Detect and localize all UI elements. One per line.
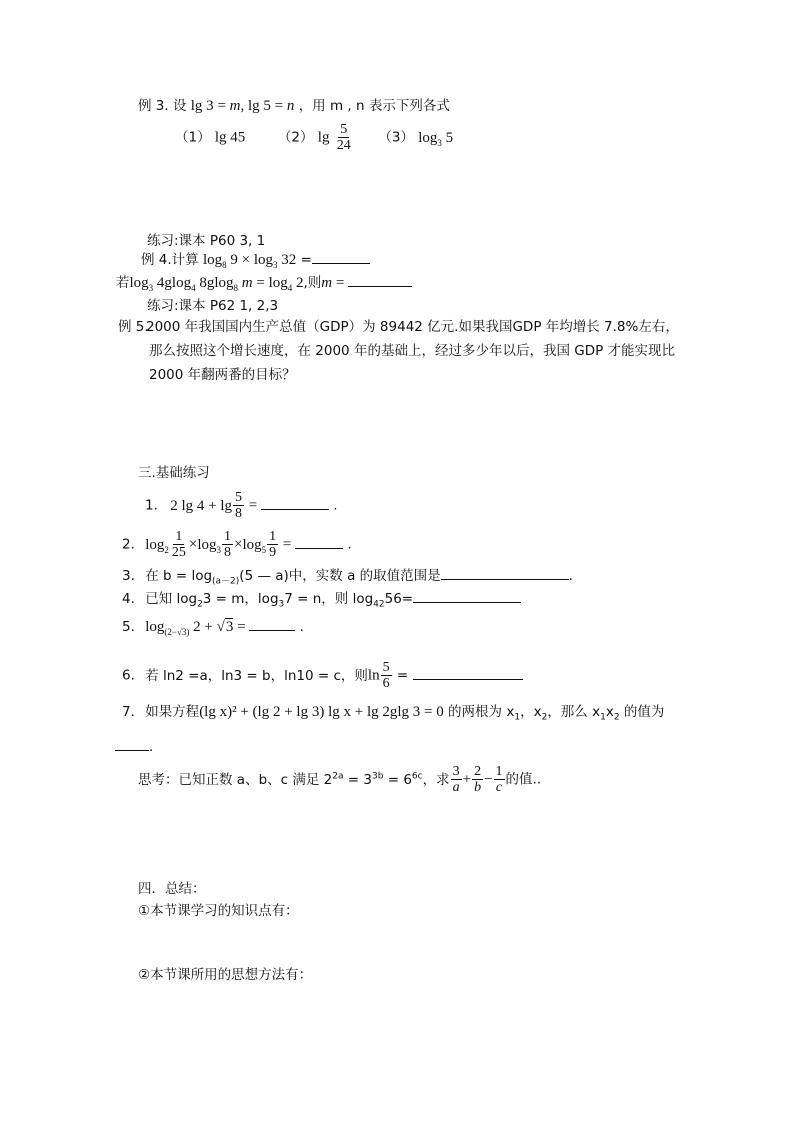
question-6: 6. 若 ln2 =a，ln3 = b，ln10 = c，则ln $\frac{5}{6}$ = [122, 660, 523, 691]
example-5-label: 例 5. [118, 319, 149, 335]
question-5-number: 5. [122, 619, 135, 635]
question-2-number: 2. [122, 536, 135, 553]
summary-knowledge-points: ①本节课学习的知识点有： [138, 903, 299, 919]
answer-blank[interactable] [413, 667, 523, 680]
example-3-line [138, 97, 450, 115]
answer-blank[interactable] [413, 590, 521, 603]
item-1-number: （1） [175, 129, 211, 146]
answer-blank[interactable] [295, 536, 343, 549]
summary-methods: ②本节课所用的思想方法有： [138, 967, 313, 983]
think-question: 思考：已知正数 a、b、c 满足 $2^{2a} = 3^{3b} = 6^{6c}$，求 $\frac{3}{a}$ + $\frac{2}{b}$ − $\frac{1}{c}$ 的值.. [138, 764, 542, 795]
question-7-number: 7. [122, 704, 135, 720]
item-2-fraction: $\frac{5}{24}$ [336, 122, 351, 153]
answer-blank[interactable] [115, 738, 149, 751]
question-5: 5. $\log_{(2-√3)} 2 + √3$ = . [122, 619, 304, 637]
answer-blank[interactable] [312, 251, 370, 264]
answer-blank[interactable] [249, 618, 295, 631]
question-7: 7. 如果方程(lg x)² + (lg 2 + lg 3) lg x + lg 2glg 3 = 0 的两根为 $x_1$，$x_2$，那么 $x_1x_2$ 的值为 [122, 704, 665, 723]
item-3-number: （3） [378, 129, 414, 146]
question-2: 2. $\log_2$ $\frac{1}{25}$ $\times\log_3$ $\frac{1}{8}$ $\times\log_5$ $\frac{1}{9}$ = . [122, 529, 352, 560]
question-4: 4. 已知 $\log_23 = m$，$\log_37 = n$，则 $\log_{42}56=$ [122, 590, 521, 608]
question-4-number: 4. [122, 591, 135, 607]
practice-1: 练习:课本 P60 3, 1 [147, 233, 266, 249]
section-4-title: 四．总结： [138, 881, 206, 897]
item-3-expr: $\log_3 5$ [418, 129, 454, 148]
question-3-number: 3. [122, 568, 135, 584]
question-3: 3. 在 $b = \log_{(a-2)}(5$ — a)中，实数 a 的取值范围是 . [122, 568, 573, 587]
question-1-number: 1. [145, 497, 158, 514]
item-2-number: （2） [277, 129, 314, 146]
example-3-label: 例 3. 设 [138, 98, 187, 114]
question-1: 1. 2 lg 4 + lg $\frac{5}{8}$ = . [145, 490, 338, 521]
item-2-lg: lg [317, 129, 330, 146]
answer-blank[interactable] [348, 274, 412, 287]
example-4-line-2 [116, 274, 412, 292]
example-4-expr: $\log_8 9 \times \log_3 32$ [202, 252, 297, 270]
example-5-text: 2000 年我国国内生产总值（GDP）为 89442 亿元.如果我国GDP 年均增长 7.8%左右，那么按照这个增长速度，在 2000 年的基础上，经过多少年以后，我国 GDP 才能实现比 2000 年翻两番的目标？ [146, 319, 679, 383]
practice-2: 练习:课本 P62 1, 2,3 [147, 298, 279, 314]
question-6-number: 6. [122, 667, 135, 684]
answer-blank[interactable] [441, 567, 569, 580]
question-1-expr: 2 lg 4 + lg [170, 497, 232, 514]
example-3-items [175, 122, 453, 153]
lg3-expr: lg 3 = m, lg 5 = n [190, 98, 295, 114]
example-4-condition: 若$\log_3 4glog_4$ 8glog$_8$ $m = \log_4 2$,则m = [116, 275, 349, 293]
example-4-line: 例 4.计算 $\log_8 9 \times \log_3 32$ = [141, 251, 370, 269]
item-1-expr: lg 45 [214, 129, 246, 146]
question-7-answer: . [115, 738, 153, 756]
example-4-label: 例 4.计算 [141, 252, 199, 268]
example-3-instruction: ，用 m , n 表示下列各式 [298, 98, 450, 114]
answer-blank[interactable] [261, 497, 329, 510]
section-3-title: 三.基础练习 [138, 465, 210, 481]
question-1-fraction: $\frac{5}{8}$ [234, 490, 242, 521]
